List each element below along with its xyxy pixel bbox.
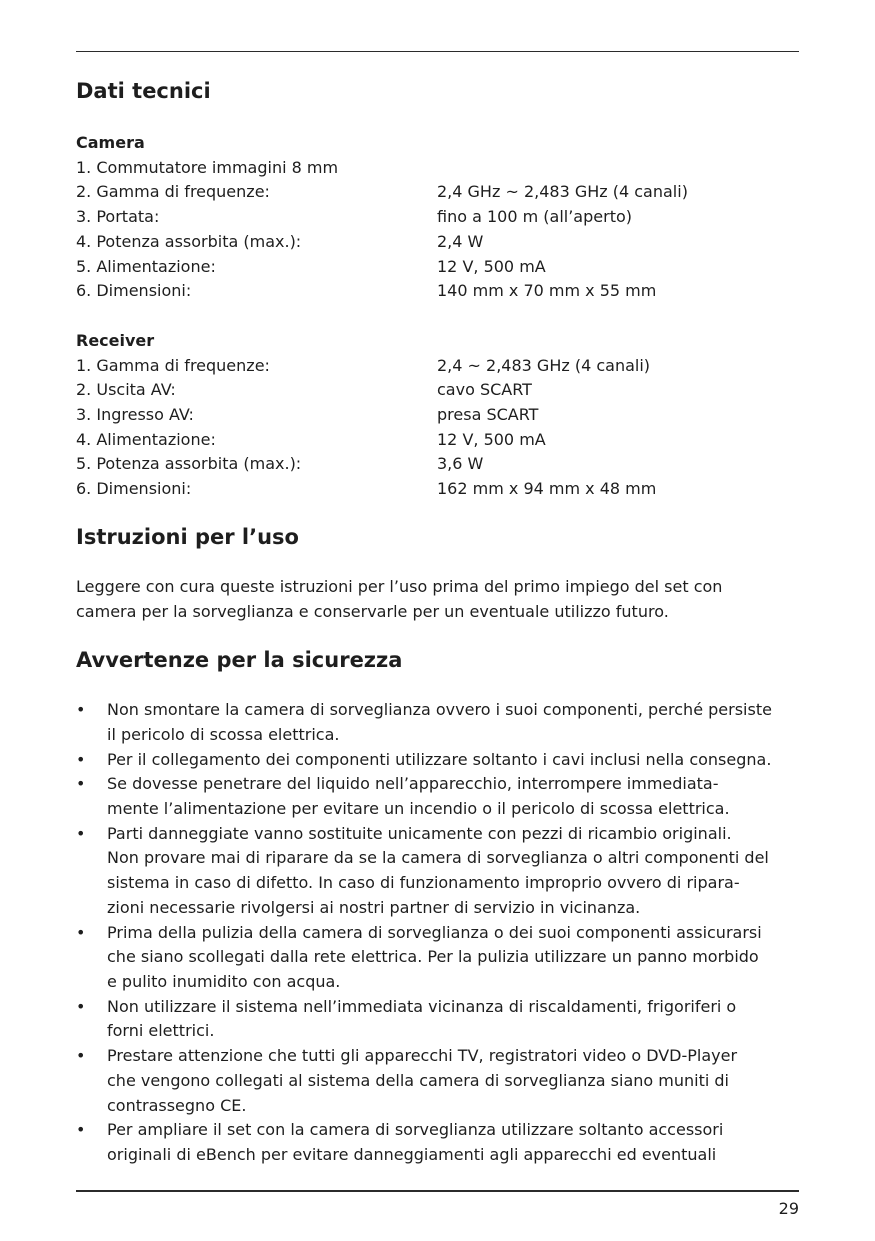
- spec-label: 1. Commutatore immagini 8 mm: [76, 157, 339, 177]
- camera-specs: [76, 131, 799, 304]
- spec-value: 3,6 W: [437, 454, 484, 474]
- warning-line: Prima della pulizia della camera di sorveglianza o dei suoi componenti assicurarsi: [107, 922, 762, 942]
- spec-value: presa SCART: [437, 405, 539, 425]
- warning-line: e pulito inumidito con acqua.: [107, 971, 341, 991]
- warning-line: Non smontare la camera di sorveglianza ovvero i suoi componenti, perché persiste: [107, 700, 772, 720]
- spec-label: 4. Potenza assorbita (max.):: [76, 231, 302, 251]
- camera-title: Camera: [76, 133, 145, 152]
- spec-value: cavo SCART: [437, 380, 532, 400]
- spec-label: 5. Potenza assorbita (max.):: [76, 454, 302, 474]
- warning-item: [76, 822, 799, 921]
- spec-row: [76, 156, 799, 181]
- spec-label: 6. Dimensioni:: [76, 281, 192, 301]
- warning-item: [76, 921, 799, 995]
- bullet-icon: •: [76, 1120, 86, 1140]
- bullet-icon: •: [76, 1046, 86, 1066]
- paragraph-line: camera per la sorveglianza e conservarle per un eventuale utilizzo futuro.: [76, 601, 669, 621]
- warning-item: [76, 1044, 799, 1118]
- warning-line: Prestare attenzione che tutti gli apparecchi TV, registratori video o DVD-Player: [107, 1046, 738, 1066]
- receiver-spec-list: [76, 354, 799, 502]
- footer-rule: [76, 1190, 799, 1192]
- spec-label: 5. Alimentazione:: [76, 256, 216, 276]
- paragraph-line: Leggere con cura queste istruzioni per l’uso prima del primo impiego del set con: [76, 576, 723, 596]
- warning-line: mente l’alimentazione per evitare un incendio o il pericolo di scossa elettrica.: [107, 799, 730, 819]
- section-title-istruzioni: Istruzioni per l’uso: [76, 524, 299, 549]
- section-title-avvertenze: Avvertenze per la sicurezza: [76, 648, 403, 673]
- bullet-icon: •: [76, 922, 86, 942]
- warning-line: Parti danneggiate vanno sostituite unicamente con pezzi di ricambio originali.: [107, 823, 732, 843]
- spec-row: [76, 452, 799, 477]
- warning-line: Non provare mai di riparare da se la camera di sorveglianza o altri componenti del: [107, 848, 769, 868]
- bullet-icon: •: [76, 700, 86, 720]
- warning-line: che siano scollegati dalla rete elettrica. Per la pulizia utilizzare un panno morbido: [107, 947, 759, 967]
- warning-item: [76, 748, 799, 773]
- spec-label: 2. Uscita AV:: [76, 380, 176, 400]
- spec-value: 12 V, 500 mA: [437, 429, 546, 449]
- warning-line: Per ampliare il set con la camera di sorveglianza utilizzare soltanto accessori: [107, 1120, 724, 1140]
- receiver-title: Receiver: [76, 330, 155, 350]
- warning-line: contrassegno CE.: [107, 1095, 247, 1115]
- istruzioni-paragraph: [76, 575, 799, 624]
- warning-line: il pericolo di scossa elettrica.: [107, 724, 340, 744]
- spec-row: [76, 279, 799, 304]
- warning-item: [76, 995, 799, 1044]
- spec-label: 3. Ingresso AV:: [76, 405, 194, 425]
- spec-row: [76, 205, 799, 230]
- spec-row: [76, 428, 799, 453]
- spec-value: 140 mm x 70 mm x 55 mm: [437, 281, 657, 301]
- spec-value: 2,4 W: [437, 231, 484, 251]
- spec-value: 12 V, 500 mA: [437, 256, 546, 276]
- spec-value: 2,4 GHz ~ 2,483 GHz (4 canali): [437, 182, 688, 202]
- spec-row: [76, 255, 799, 280]
- spec-label: 3. Portata:: [76, 207, 160, 227]
- spec-label: 6. Dimensioni:: [76, 479, 192, 499]
- spec-label: 2. Gamma di frequenze:: [76, 182, 270, 202]
- bullet-icon: •: [76, 823, 86, 843]
- spec-value: fino a 100 m (all’aperto): [437, 207, 632, 227]
- warning-line: Per il collegamento dei componenti utilizzare soltanto i cavi inclusi nella consegna.: [107, 749, 772, 769]
- bullet-icon: •: [76, 996, 86, 1016]
- page-number: 29: [778, 1199, 799, 1218]
- warning-item: [76, 772, 799, 821]
- bullet-icon: •: [76, 774, 86, 794]
- page-content: [76, 76, 799, 1168]
- document-page: [76, 0, 799, 1241]
- spec-row: [76, 354, 799, 379]
- spec-row: [76, 180, 799, 205]
- spec-value: 2,4 ~ 2,483 GHz (4 canali): [437, 355, 651, 375]
- spec-row: [76, 477, 799, 502]
- warning-line: Se dovesse penetrare del liquido nell’apparecchio, interrompere immediata-: [107, 774, 719, 794]
- spec-value: 162 mm x 94 mm x 48 mm: [437, 479, 657, 499]
- warning-item: [76, 1118, 799, 1167]
- bullet-icon: •: [76, 749, 86, 769]
- warning-line: Non utilizzare il sistema nell’immediata vicinanza di riscaldamenti, frigoriferi o: [107, 996, 737, 1016]
- warning-line: che vengono collegati al sistema della camera di sorveglianza siano muniti di: [107, 1070, 729, 1090]
- warning-line: originali di eBench per evitare danneggiamenti agli apparecchi ed eventuali: [107, 1144, 717, 1164]
- spec-label: 1. Gamma di frequenze:: [76, 355, 270, 375]
- warning-line: sistema in caso di difetto. In caso di funzionamento improprio ovvero di ripara-: [107, 873, 740, 893]
- safety-warnings-list: [76, 698, 799, 1167]
- warning-line: zioni necessarie rivolgersi ai nostri partner di servizio in vicinanza.: [107, 897, 641, 917]
- spec-row: [76, 403, 799, 428]
- header-rule: [76, 51, 799, 52]
- warning-line: forni elettrici.: [107, 1021, 215, 1041]
- receiver-specs: [76, 329, 799, 502]
- warning-item: [76, 698, 799, 747]
- camera-spec-list: [76, 156, 799, 304]
- spec-label: 4. Alimentazione:: [76, 429, 216, 449]
- spec-row: [76, 230, 799, 255]
- section-title-dati-tecnici: Dati tecnici: [76, 79, 211, 103]
- spec-value: [437, 156, 799, 181]
- spec-row: [76, 378, 799, 403]
